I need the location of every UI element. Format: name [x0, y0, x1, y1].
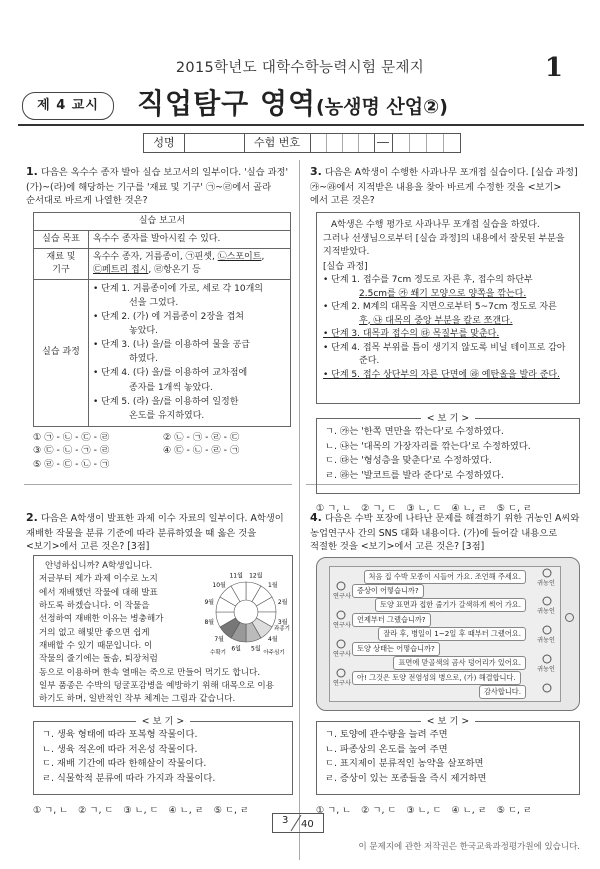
- question-3-passage-box: [316, 212, 580, 404]
- step-line: [323, 369, 573, 383]
- title-rule: [18, 124, 584, 126]
- chat-message: 감사합니다.: [479, 685, 526, 699]
- choice-5[interactable]: ⑤ ㉣ - ㉢ - ㉡ - ㉠: [33, 458, 110, 470]
- digit-divider: [409, 134, 410, 152]
- step-line: 하였다.: [129, 354, 158, 365]
- month-label: 1월: [268, 582, 278, 590]
- month-label: 8월: [204, 618, 215, 626]
- materials-text: ,: [261, 252, 265, 263]
- bogi-item: ㄷ. ㉰는 '형성층을 맞춘다'로 수정하였다.: [325, 455, 492, 467]
- period-badge: 제 4 교시: [22, 92, 114, 120]
- passage-line: 선정하여 재배한 이유는 병충해가: [39, 614, 164, 625]
- choice-5[interactable]: ⑤ ㄷ, ㄹ: [496, 805, 532, 816]
- bogi-item: ㄹ. 식물학적 분류에 따라 가지과 작물이다.: [42, 772, 216, 784]
- chat-screen: [329, 566, 561, 702]
- bogi-item: ㄱ. ㉮는 '한쪽 면만을 깎는다'로 수정하였다.: [325, 426, 504, 438]
- farmer-label: 귀농인: [537, 666, 555, 673]
- stem-line: 다음은 A학생이 수행한 사과나무 포개접 실습이다. [실습 과정]: [324, 167, 578, 178]
- step-line: • 단계 2. M계의 대목을 지면으로부터 5~7cm 정도로 자른: [323, 302, 557, 312]
- stem-line: 다음은 옥수수 종자 발아 실습 보고서의 일부이다. '실습 과정': [40, 167, 289, 178]
- choice-4[interactable]: ④ ㉢ - ㉡ - ㉣ - ㉠: [163, 445, 240, 457]
- crop-calendar-chart: [196, 558, 290, 660]
- divider: [184, 134, 185, 152]
- chat-message: 표면에 맏골색의 곰사 덩어리가 있어요.: [393, 656, 526, 670]
- label-line: 기구: [52, 265, 70, 276]
- step-line: • 단계 4. 접목 부위를 틈이 생기지 않도록 비닐 테이프로 감아: [323, 342, 566, 353]
- chat-message: 아! 그것은 토양 전염성의 병으로, (가) 해결합니다.: [352, 671, 521, 685]
- question-2-stem: [26, 510, 292, 554]
- process-label: 실습 과정: [34, 280, 89, 426]
- month-label: 2월: [277, 599, 288, 607]
- step-text: 후, ㉯ 대목의 중앙 부분을 칼로 쪼갠다.: [359, 315, 513, 326]
- exam-no-label: 수험 번호: [253, 136, 300, 149]
- question-4-stem: [310, 510, 580, 554]
- bogi-title: < 보 기 >: [421, 716, 475, 727]
- researcher-label: 연구사: [333, 680, 351, 687]
- choice-5[interactable]: ⑤ ㄷ, ㄹ: [496, 503, 532, 514]
- choice-4[interactable]: ④ ㄴ, ㄹ: [168, 805, 204, 816]
- choice-3[interactable]: ③ ㄴ, ㄷ: [406, 805, 442, 816]
- label-line: 재료 및: [46, 252, 76, 263]
- divider: [392, 134, 393, 152]
- materials-text: ㉢페트리 접시: [93, 265, 149, 276]
- exam-title-top: 2015학년도 대학수학능력시험 문제지: [175, 60, 425, 76]
- researcher-label: 연구사: [333, 622, 351, 629]
- step-line: [323, 328, 573, 342]
- stem-line: ㉮~㉱에서 지적받은 내용을 찾아 바르게 수정한 것을 <보기>: [310, 181, 562, 193]
- passage-line: 거의 없고 해빛만 좋으면 쉽게: [39, 627, 150, 638]
- chart-annotation: 수확기: [210, 650, 226, 656]
- bogi-item: ㄴ. 파종상의 온도를 높여 주면: [325, 743, 448, 755]
- passage-line: 그러나 선생님으로부터 [실습 과정]의 내용에서 잘못된 부분을: [323, 233, 565, 244]
- stem-line: 다음은 A학생이 발표한 과제 이수 자료의 일부이다. A학생이: [40, 513, 284, 524]
- stem-line: 다음은 수박 포장에 나타난 문제를 해결하기 위한 귀농인 A씨와: [324, 513, 580, 524]
- row-divider-left: [24, 484, 292, 485]
- process-steps: [89, 280, 291, 426]
- passage-line: 안녕하십니까? A학생입니다.: [45, 561, 153, 571]
- choice-2[interactable]: ② ㉡ - ㉠ - ㉣ - ㉢: [163, 432, 240, 443]
- digit-divider: [426, 134, 427, 152]
- question-number: 2.: [26, 511, 38, 524]
- bogi-item: ㄷ. 표지제이 분류적인 농약을 살포하면: [325, 758, 484, 770]
- materials-text: , ㉣항온기 등: [148, 265, 201, 276]
- passage-line: 동으로 이용하며 한속 열매는 죽으로 만들어 먹기도 합니다.: [39, 667, 261, 678]
- report-title: 실습 보고서: [34, 213, 291, 231]
- researcher-label: 연구사: [333, 651, 351, 658]
- month-label: 10월: [212, 582, 226, 590]
- month-label: 6월: [231, 645, 241, 653]
- divider: [310, 134, 311, 152]
- question-4-choices: [316, 804, 580, 817]
- name-label: 성명: [153, 136, 175, 149]
- month-label: 4월: [268, 635, 278, 643]
- question-2-bogi-box: [33, 716, 293, 795]
- step-line: 놓았다.: [129, 326, 158, 337]
- farmer-avatar: [540, 683, 554, 699]
- step-line: 종자를 1개씩 놓았다.: [129, 382, 213, 393]
- step-line: • 단계 1. 거름종이에 가로, 세로 각 10개의: [93, 284, 263, 295]
- question-4-bogi-box: [316, 716, 580, 795]
- stem-line: 순서대로 바르게 나열한 것은?: [26, 195, 148, 207]
- choice-1[interactable]: ① ㄱ, ㄴ: [33, 805, 69, 816]
- dash: [377, 142, 389, 143]
- chat-message: 잘라 후, 병일이 1~2일 후 때부터 그랬어요.: [378, 627, 526, 641]
- step-line: • 단계 4. (다) 을/를 이용하여 교차점에: [93, 368, 248, 379]
- bogi-item: ㄱ. 생육 형태에 따라 포복형 작물이다.: [42, 729, 198, 741]
- passage-line: 하도록 하겠습니다. 이 작물을: [39, 600, 150, 611]
- chart-annotation: 과종기: [274, 626, 290, 632]
- page-slash: [273, 814, 323, 832]
- month-label: 3월: [277, 618, 288, 626]
- bogi-title: < 보 기 >: [136, 716, 190, 727]
- month-label: 9월: [204, 599, 215, 607]
- chat-message: 처음 집 수박 모종이 시들어 가요. 조언해 주세요.: [364, 570, 526, 584]
- question-number: 1.: [26, 165, 38, 178]
- step-line: • 단계 2. (가) 에 거름종이 2장을 겹쳐: [93, 312, 244, 323]
- digit-divider: [326, 134, 327, 152]
- farmer-label: 귀농인: [537, 637, 555, 644]
- choice-4[interactable]: ④ ㄴ, ㄹ: [451, 805, 487, 816]
- stem-line: 농업연구사 간의 SNS 대화 내용이다. (가)에 들어갈 내용으로: [310, 527, 558, 539]
- materials-text: ㉡스포이트: [217, 252, 262, 263]
- choice-3[interactable]: ③ ㄴ, ㄷ: [406, 503, 442, 514]
- bogi-item: ㄱ. 토양에 관수량을 늘려 주면: [325, 729, 448, 741]
- chat-message: 언제부터 그랬습니까?: [352, 613, 431, 627]
- choice-2[interactable]: ② ㄱ, ㄷ: [361, 503, 397, 514]
- step-line: • 단계 1. 접수를 7cm 정도로 자른 후, 접수의 하단부: [323, 275, 533, 285]
- bogi-item: ㄴ. ㉯는 '대목의 가장자리를 깎는다'로 수정하였다.: [325, 440, 531, 452]
- question-1-stem: [26, 164, 292, 208]
- stem-line: <보기>에서 고른 것은? [3점]: [26, 541, 150, 553]
- farmer-label: 귀농인: [537, 580, 555, 587]
- passage-line: 하기도 하며, 일반적인 작부 체계는 그림과 같습니다.: [39, 694, 236, 705]
- bogi-item: ㄹ. 증상이 있는 포종들을 즉시 제거하면: [325, 772, 487, 784]
- chat-message: 토양 상태는 어떻습니까?: [352, 642, 440, 656]
- step-line: • 단계 3. (나) 을/를 이용하여 물을 공급: [93, 340, 250, 351]
- step-line: • 단계 5. (라) 을/를 이용하여 일정한: [93, 396, 239, 407]
- passage-line: 에서 재배했던 작물에 대해 발표: [39, 587, 158, 598]
- passage-line: 일부 품종은 수박의 덩굴포감병을 예방하기 위해 대목으로 이용: [39, 680, 274, 691]
- question-number: 4.: [310, 511, 322, 524]
- choice-2[interactable]: ② ㄱ, ㄷ: [361, 805, 397, 816]
- materials-value: [89, 249, 291, 280]
- stem-line: 재배한 작물을 분류 기준에 따라 분류하였을 때 옳은 것을: [26, 527, 257, 539]
- month-label: 11월: [229, 572, 243, 580]
- choice-3[interactable]: ③ ㉢ - ㉡ - ㉠ - ㉣: [33, 445, 110, 457]
- materials-label: [34, 249, 89, 280]
- column-divider: [299, 160, 300, 860]
- home-button[interactable]: [565, 613, 574, 622]
- page-current: 3: [282, 815, 289, 826]
- question-3-bogi-box: [316, 413, 580, 494]
- process-title: [실습 과정]: [323, 261, 368, 272]
- page-total: 40: [301, 819, 314, 830]
- stem-line: (가)~(라)에 해당하는 기구를 '재료 및 기구' ㉠~㉣에서 골라: [26, 181, 272, 193]
- passage-line: 작물의 줄기에는 돌솜, 퇴장처럼: [39, 654, 158, 665]
- step-line: 온도를 유지하였다.: [129, 410, 205, 421]
- copyright-notice: 이 문제지에 관한 저작권은 한국교육과정평가원에 있습니다.: [358, 842, 580, 852]
- choice-3[interactable]: ③ ㄴ, ㄷ: [123, 805, 159, 816]
- passage-line: A학생은 수행 평가로 사과나무 포개접 실습을 하였다.: [331, 220, 540, 230]
- researcher-label: 연구사: [333, 593, 351, 600]
- exam-title-main: 직업탐구 영역: [137, 87, 317, 120]
- bogi-item: ㄹ. ㉱는 '발코트를 발라 준다'로 수정하였다.: [325, 469, 504, 481]
- divider: [374, 134, 375, 152]
- chat-message: 토양 표면과 접한 줄기가 갈색하게 썩어 가요.: [375, 598, 526, 612]
- step-line: [323, 288, 573, 302]
- passage-line: 재배할 수 있기 때문입니다. 이: [39, 640, 153, 651]
- question-2-choices: [33, 804, 295, 817]
- question-number: 3.: [310, 165, 322, 178]
- chat-message: 증상이 어떻습니까?: [352, 584, 424, 598]
- farmer-label: 귀농인: [537, 608, 555, 615]
- choice-4[interactable]: ④ ㄴ, ㄹ: [451, 503, 487, 514]
- step-line: 준다.: [359, 356, 380, 366]
- page-number: 1: [544, 53, 563, 83]
- choice-1[interactable]: ① ㄱ, ㄴ: [316, 805, 352, 816]
- step-line: 선을 그었다.: [129, 298, 179, 309]
- question-2-passage-box: [33, 555, 293, 707]
- examinee-info-box: [143, 133, 461, 153]
- goal-label: 실습 목표: [34, 231, 89, 249]
- report-table: [33, 212, 291, 427]
- exam-title: [137, 84, 448, 125]
- step-text: • 단계 3. 대목과 접수의 ㉰ 목질부를 맞춘다.: [323, 329, 500, 339]
- passage-line: 저글부터 제가 과제 이수로 노지: [39, 574, 158, 585]
- digit-divider: [358, 134, 359, 152]
- month-label: 12월: [249, 572, 263, 580]
- choice-1[interactable]: ① ㉠ - ㉡ - ㉢ - ㉣: [33, 432, 110, 443]
- month-label: 5월: [251, 645, 261, 653]
- digit-divider: [443, 134, 444, 152]
- month-label: 7월: [214, 635, 224, 643]
- step-text: • 단계 5. 접수 상단부의 자른 단면에 ㉱ 예탄올을 발라 준다.: [323, 369, 560, 380]
- passage-line: 지적받았다.: [323, 247, 370, 257]
- step-text: 2.5cm를 ㉮ 쐐기 모양으로 양쪽을 깎는다.: [359, 288, 527, 299]
- chart-annotation: 아주심기: [263, 650, 285, 656]
- bogi-item: ㄷ. 재배 기간에 따라 한해살이 작물이다.: [42, 758, 207, 770]
- materials-text: 옥수수 종자, 거름종이, ㉠핀셋,: [93, 252, 218, 263]
- step-line: [323, 315, 573, 329]
- digit-divider: [342, 134, 343, 152]
- bogi-item: ㄴ. 생육 적온에 따라 저온성 작물이다.: [42, 743, 198, 755]
- question-3-stem: [310, 164, 578, 208]
- choice-1[interactable]: ① ㄱ, ㄴ: [316, 503, 352, 514]
- choice-2[interactable]: ② ㄱ, ㄷ: [78, 805, 114, 816]
- page-indicator: [272, 813, 324, 833]
- goal-value: 옥수수 종자를 발아시킬 수 있다.: [89, 231, 291, 249]
- tablet-frame: [316, 557, 580, 711]
- bogi-title: < 보 기 >: [421, 413, 475, 424]
- exam-subtitle: (농생명 산업②): [316, 96, 448, 118]
- question-1-choices: [33, 431, 293, 471]
- stem-line: 적절한 것을 <보기>에서 고른 것은? [3점]: [310, 541, 485, 553]
- stem-line: 에서 고른 것은?: [310, 195, 375, 207]
- choice-5[interactable]: ⑤ ㄷ, ㄹ: [213, 805, 249, 816]
